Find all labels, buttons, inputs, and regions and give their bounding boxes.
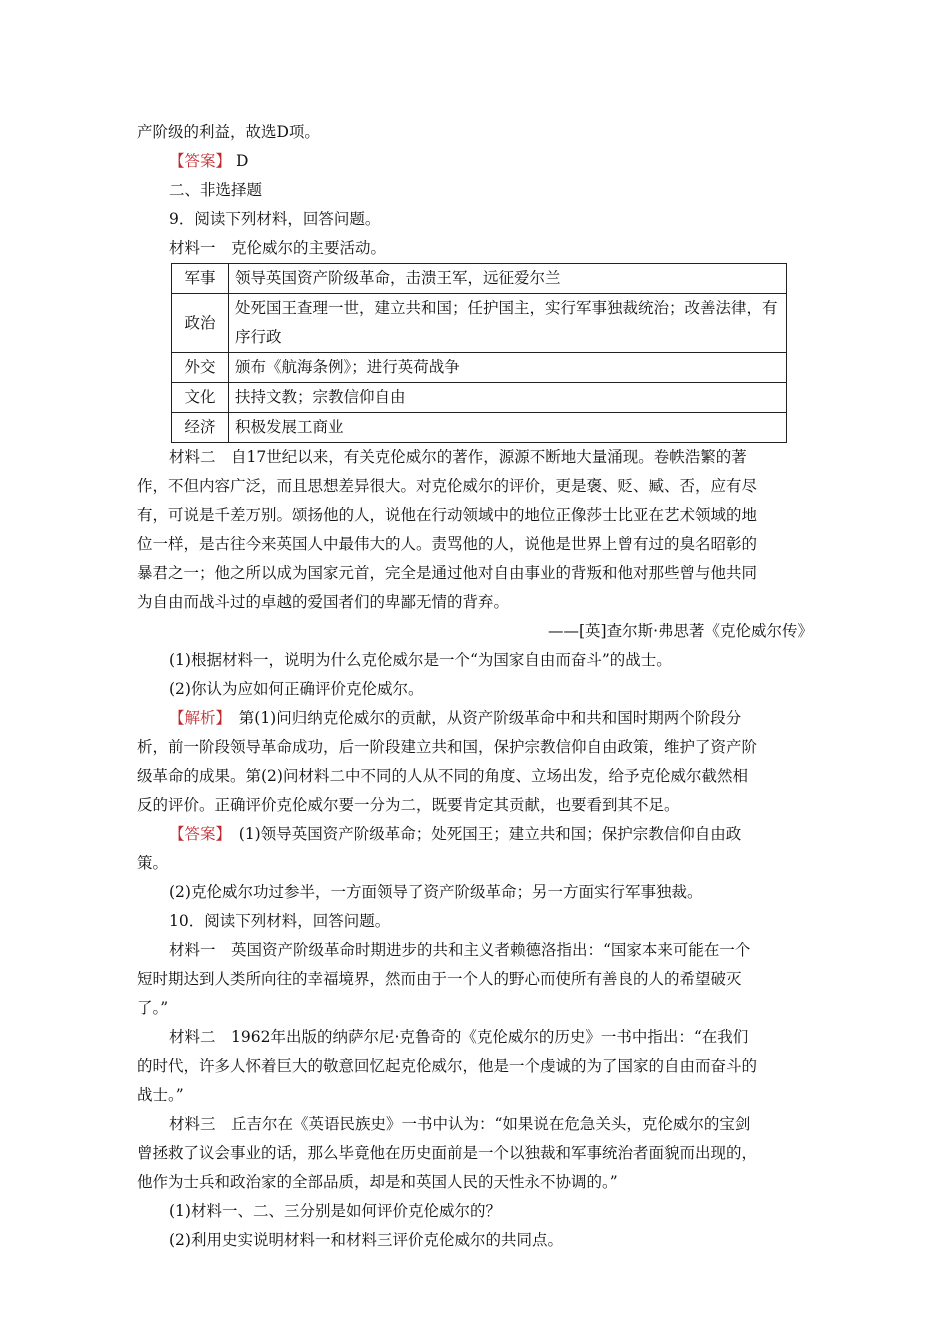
table-key: 外交: [172, 353, 229, 383]
text-line: 他作为士兵和政治家的全部品质，却是和英国人民的天性永不协调的。”: [137, 1173, 618, 1191]
text-line: 有，可说是千差万别。颂扬他的人，说他在行动领域中的地位正像莎士比亚在艺术领域的地: [137, 506, 758, 524]
text-line: [137, 820, 817, 849]
answer-value: D: [231, 152, 249, 170]
question-10-2: (2)利用史实说明材料一和材料三评价克伦威尔的共同点。: [169, 1231, 563, 1249]
text-line: 级革命的成果。第(2)问材料二中不同的人从不同的角度、立场出发，给予克伦威尔截然相: [137, 767, 748, 785]
text-line: 了。”: [137, 999, 169, 1017]
table-key: 军事: [172, 264, 229, 294]
text-line: 曾拯救了议会事业的话，那么毕竟他在历史面前是一个以独裁和军事统治者面貌而出现的，: [137, 1144, 758, 1162]
table-value: 领导英国资产阶级革命，击溃王军，远征爱尔兰: [229, 264, 787, 294]
table-row: [172, 294, 787, 353]
analysis-text: 第(1)问归纳克伦威尔的贡献，从资产阶级革命中和共和国时期两个阶段分: [223, 709, 742, 727]
question-9-2: (2)你认为应如何正确评价克伦威尔。: [169, 680, 424, 698]
question-9-1: (1)根据材料一，说明为什么克伦威尔是一个“为国家自由而奋斗”的战士。: [169, 651, 672, 669]
material-2: [137, 443, 817, 646]
text-line: 的时代，许多人怀着巨大的敬意回忆起克伦威尔，他是一个虔诚的为了国家的自由而奋斗的: [137, 1057, 758, 1075]
table-key: 文化: [172, 383, 229, 413]
table-key: 政治: [172, 294, 229, 353]
text-line: 反的评价。正确评价克伦威尔要一分为二，既要肯定其贡献，也要看到其不足。: [137, 796, 680, 814]
text-line: 材料二 自17世纪以来，有关克伦威尔的著作，源源不断地大量涌现。卷帙浩繁的著: [169, 448, 747, 466]
text-line: 材料一 英国资产阶级革命时期进步的共和主义者赖德洛指出：“国家本来可能在一个: [169, 941, 751, 959]
table-row: [172, 383, 787, 413]
text-line: 战士。”: [137, 1086, 184, 1104]
material-10-2: [137, 1023, 817, 1110]
text-line: 为自由而战斗过的卓越的爱国者们的卑鄙无情的背弃。: [137, 593, 510, 611]
document-content: [137, 118, 817, 1255]
answer-block: [137, 820, 817, 907]
section-heading: 二、非选择题: [169, 181, 263, 199]
text-line: 策。: [137, 854, 169, 872]
table-row: [172, 353, 787, 383]
table-row: [172, 413, 787, 443]
table-value: 处死国王查理一世，建立共和国；任护国主，实行军事独裁统治；改善法律，有序行政: [229, 294, 787, 353]
material-10-1: [137, 936, 817, 1023]
material-10-3: [137, 1110, 817, 1197]
text-line: 暴君之一；他之所以成为国家元首，完全是通过他对自由事业的背叛和他对那些曾与他共同: [137, 564, 758, 582]
answer-line: [137, 147, 817, 176]
text-line: [137, 704, 817, 733]
text-line: 析，前一阶段领导革命成功，后一阶段建立共和国，保护宗教信仰自由政策，维护了资产阶: [137, 738, 758, 756]
text-line: 产阶级的利益，故选D项。: [137, 123, 320, 141]
material-1-title: 材料一 克伦威尔的主要活动。: [169, 239, 387, 257]
text-line: (2)克伦威尔功过参半，一方面领导了资产阶级革命；另一方面实行军事独裁。: [169, 883, 703, 901]
table-value: 扶持文教；宗教信仰自由: [229, 383, 787, 413]
table-value: 积极发展工商业: [229, 413, 787, 443]
answer-tag: 【答案】: [169, 152, 232, 170]
answer-tag: 【答案】: [169, 825, 224, 843]
text-line: 作，不但内容广泛，而且思想差异很大。对克伦威尔的评价，更是褒、贬、臧、否，应有尽: [137, 477, 758, 495]
text-line: 材料三 丘吉尔在《英语民族史》一书中认为：“如果说在危急关头，克伦威尔的宝剑: [169, 1115, 751, 1133]
table-row: [172, 264, 787, 294]
analysis-tag: 【解析】: [169, 709, 224, 727]
answer-text: (1)领导英国资产阶级革命；处死国王；建立共和国；保护宗教信仰自由政: [223, 825, 742, 843]
table-key: 经济: [172, 413, 229, 443]
question-10-1: (1)材料一、二、三分别是如何评价克伦威尔的？: [169, 1202, 501, 1220]
activities-table: [171, 263, 787, 443]
analysis-block: [137, 704, 817, 820]
source-citation: ——[英]查尔斯·弗思著《克伦威尔传》: [547, 622, 813, 640]
text-line: 材料二 1962年出版的纳萨尔尼·克鲁奇的《克伦威尔的历史》一书中指出：“在我们: [169, 1028, 749, 1046]
text-line: 短时期达到人类所向往的幸福境界，然而由于一个人的野心而使所有善良的人的希望破灭: [137, 970, 742, 988]
table-value: 颁布《航海条例》；进行英荷战争: [229, 353, 787, 383]
question-9: 9．阅读下列材料，回答问题。: [169, 210, 381, 228]
text-line: 位一样，是古往今来英国人中最伟大的人。责骂他的人，说他是世界上曾有过的臭名昭彰的: [137, 535, 758, 553]
question-10: 10．阅读下列材料，回答问题。: [169, 912, 391, 930]
